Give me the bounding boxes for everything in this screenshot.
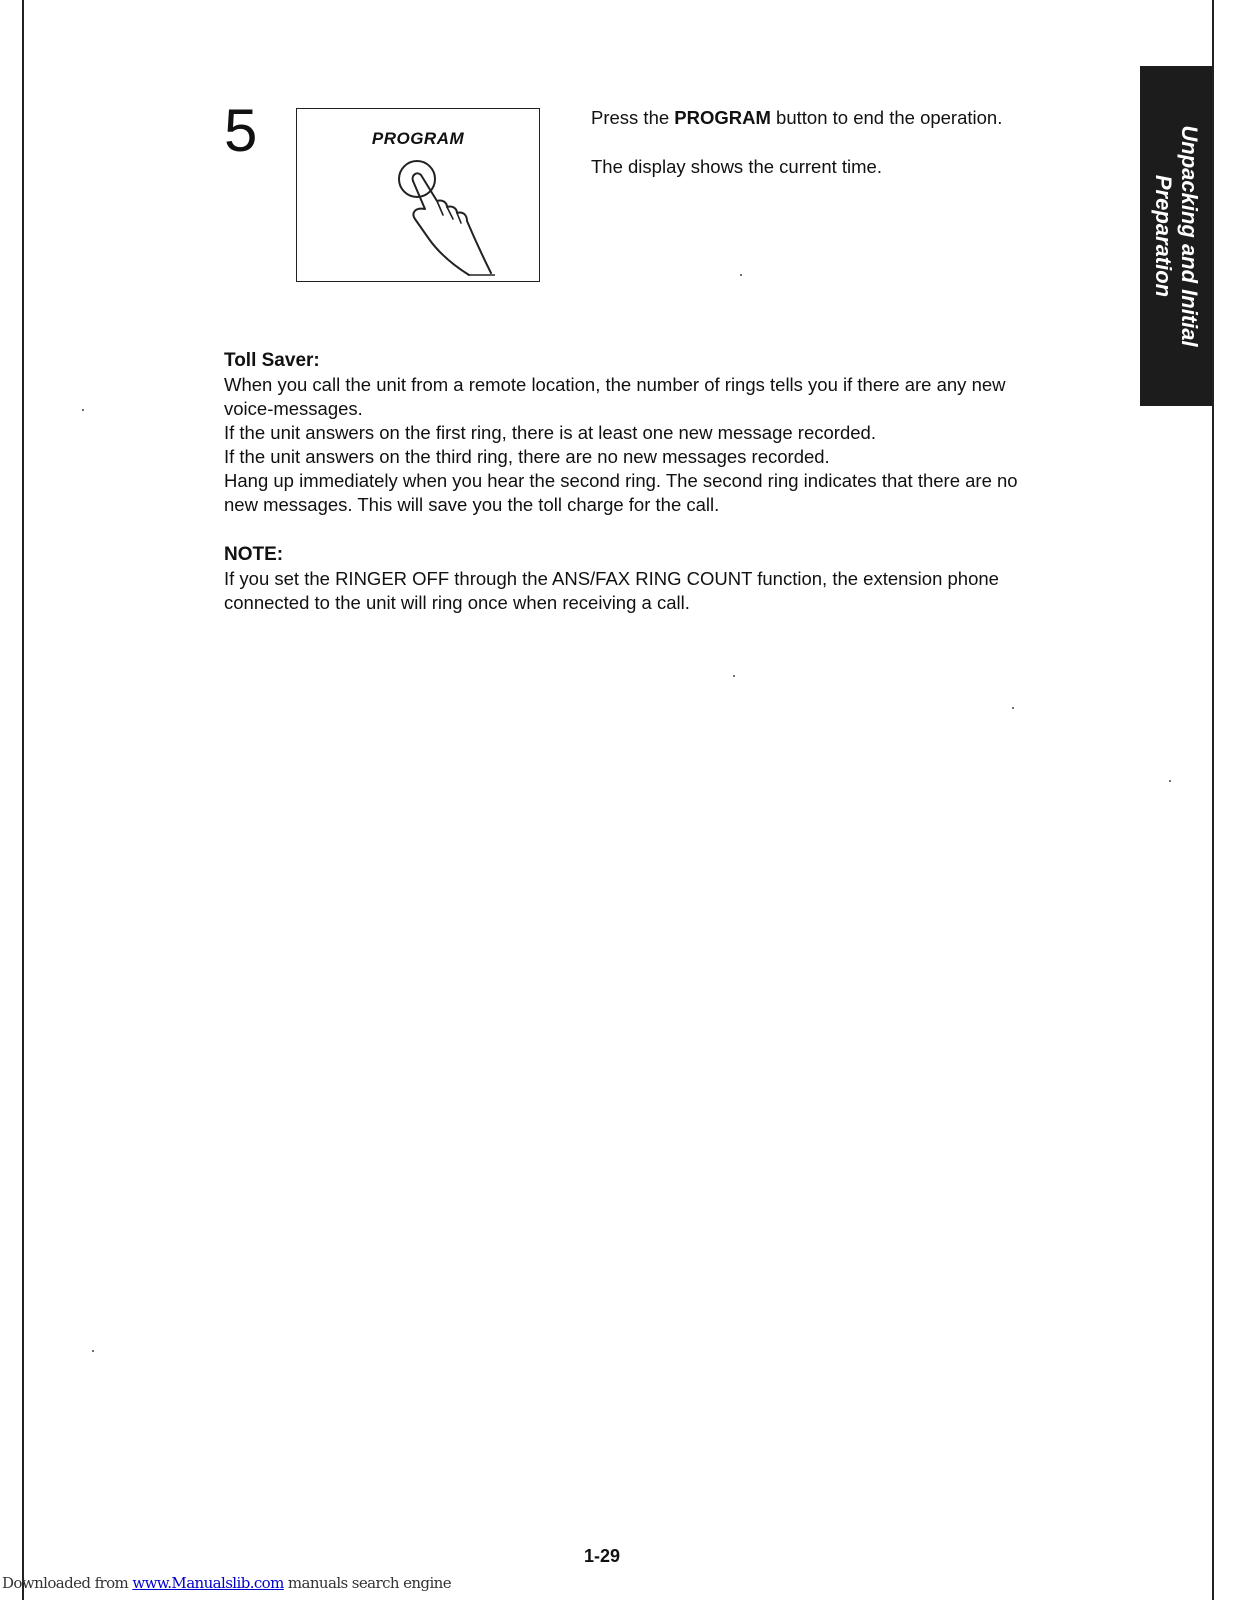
toll-saver-section: [224, 349, 1084, 517]
step-instruction: [591, 106, 1002, 130]
note-line: If you set the RINGER OFF through the ANS/FAX RING COUNT function, the extension phone: [224, 568, 999, 589]
scan-speck: [1012, 707, 1014, 709]
step-result: The display shows the current time.: [591, 156, 882, 177]
step-number: 5: [224, 97, 258, 164]
footer-prefix: Downloaded from: [2, 1574, 133, 1592]
pressing-hand-icon: [297, 109, 541, 283]
scan-speck: [82, 409, 84, 411]
toll-saver-heading: Toll Saver:: [224, 350, 320, 371]
scan-speck: [92, 1350, 94, 1352]
manualslib-link[interactable]: www.Manualslib.com: [132, 1574, 284, 1592]
scan-speck: [1169, 780, 1171, 782]
step-instruction-bold: PROGRAM: [674, 107, 771, 128]
scan-speck: [740, 274, 742, 276]
note-line: connected to the unit will ring once when receiving a call.: [224, 592, 690, 613]
page-binding-line-right: [1212, 0, 1214, 1600]
illustration-program-label: PROGRAM: [371, 129, 465, 148]
download-footer: [2, 1574, 451, 1592]
chapter-side-tab-label: [1150, 125, 1202, 346]
note-heading: NOTE:: [224, 544, 284, 565]
toll-saver-line: Hang up immediately when you hear the second ring. The second ring indicates that there are no: [224, 470, 1018, 491]
program-button-illustration: [296, 108, 540, 282]
page-binding-line-left: [22, 0, 24, 1600]
step-instruction-post: button to end the operation.: [770, 107, 1003, 128]
footer-suffix: manuals search engine: [283, 1574, 451, 1592]
toll-saver-line: new messages. This will save you the toll charge for the call.: [224, 494, 720, 515]
scan-speck: [733, 675, 735, 677]
note-section: [224, 543, 1084, 615]
toll-saver-line: When you call the unit from a remote location, the number of rings tells you if there are any new: [224, 374, 1006, 395]
toll-saver-line: voice-messages.: [224, 398, 363, 419]
toll-saver-line: If the unit answers on the first ring, there is at least one new message recorded.: [224, 422, 876, 443]
chapter-side-tab-line2: Preparation: [1151, 174, 1176, 298]
toll-saver-line: If the unit answers on the third ring, there are no new messages recorded.: [224, 446, 830, 467]
page-number: 1-29: [584, 1546, 621, 1566]
step-instruction-pre: Press the: [591, 107, 675, 128]
chapter-side-tab-line1: Unpacking and Initial: [1177, 125, 1202, 347]
